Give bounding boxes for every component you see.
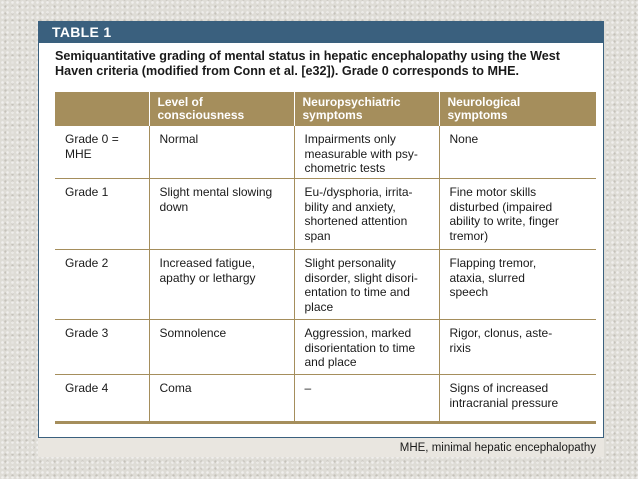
header-grade bbox=[55, 92, 149, 126]
table-label: TABLE 1 bbox=[38, 21, 604, 43]
header-consciousness: Level of consciousness bbox=[149, 92, 294, 126]
cell-grade: Grade 3 bbox=[55, 320, 149, 375]
table-row bbox=[55, 375, 596, 423]
cell-neuropsychiatric: Slight personality disorder, slight disori- entation to time and place bbox=[294, 250, 439, 320]
table-footnote: MHE, minimal hepatic encephalopathy bbox=[399, 442, 596, 454]
header-neurological: Neurological symptoms bbox=[439, 92, 596, 126]
cell-grade: Grade 0 = MHE bbox=[55, 126, 149, 179]
cell-consciousness: Somnolence bbox=[149, 320, 294, 375]
table-row bbox=[55, 250, 596, 320]
cell-consciousness: Increased fatigue, apathy or lethargy bbox=[149, 250, 294, 320]
cell-neurological: Signs of increased intracranial pressure bbox=[439, 375, 596, 423]
cell-consciousness: Slight mental slowing down bbox=[149, 179, 294, 250]
cell-consciousness: Coma bbox=[149, 375, 294, 423]
table-row bbox=[55, 320, 596, 375]
cell-grade: Grade 1 bbox=[55, 179, 149, 250]
cell-neuropsychiatric: Eu-/dysphoria, irrita- bility and anxiety, shortened attention span bbox=[294, 179, 439, 250]
cell-neuropsychiatric: Impairments only measurable with psy- chometric tests bbox=[294, 126, 439, 179]
cell-neuropsychiatric: Aggression, marked disorientation to time and place bbox=[294, 320, 439, 375]
grading-table bbox=[55, 92, 596, 424]
table-row bbox=[55, 126, 596, 179]
table-row bbox=[55, 179, 596, 250]
cell-grade: Grade 2 bbox=[55, 250, 149, 320]
cell-neurological: Flapping tremor, ataxia, slurred speech bbox=[439, 250, 596, 320]
cell-consciousness: Normal bbox=[149, 126, 294, 179]
cell-neuropsychiatric: – bbox=[294, 375, 439, 423]
header-row bbox=[55, 92, 596, 126]
cell-neurological: None bbox=[439, 126, 596, 179]
cell-neurological: Rigor, clonus, aste- rixis bbox=[439, 320, 596, 375]
frame-left bbox=[38, 21, 39, 438]
table-caption: Semiquantitative grading of mental status in hepatic encephalopathy using the West Haven criteria (modified from Conn et al. [e32]). Grade 0 corresponds to MHE. bbox=[55, 49, 560, 78]
header-neuropsychiatric: Neuropsychiatric symptoms bbox=[294, 92, 439, 126]
cell-grade: Grade 4 bbox=[55, 375, 149, 423]
frame-right bbox=[603, 21, 604, 438]
cell-neurological: Fine motor skills disturbed (impaired ability to write, finger tremor) bbox=[439, 179, 596, 250]
table-panel bbox=[38, 21, 604, 457]
